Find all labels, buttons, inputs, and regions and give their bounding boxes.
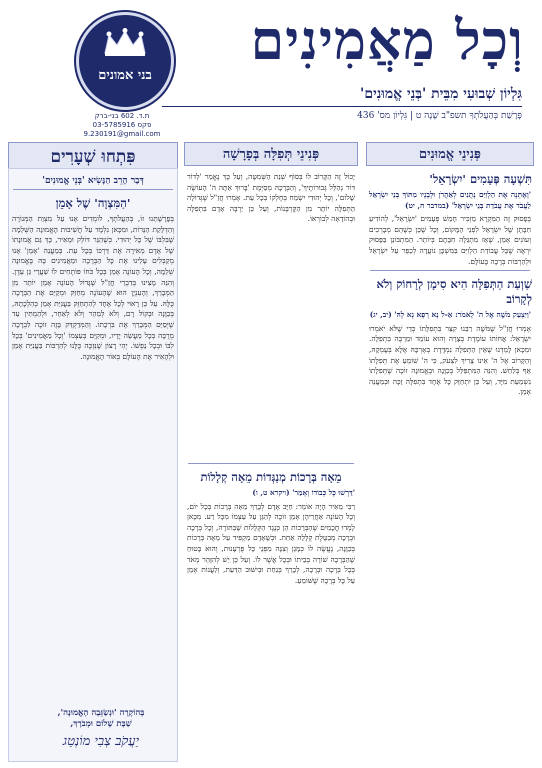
- middle-column-top: [184, 142, 358, 225]
- right-column: [366, 142, 534, 760]
- left-article-body: בְּפָרָשָׁתֵנוּ זוֹ, בְּהַעֲלֹתְךָ, לוֹמְדִים אָנוּ עַל מִצְוַת הַמְּנוֹרָה וְהַדְלָקַת הַנֵּרוֹת, וּמִכָּאן נִלְמָד עַל חֲשִׁיבוּת הָאֱמוּנָה הַשְּׁלֵמָה שֶׁבִּלְבּוֹ שֶׁל כָּל יְהוּדִי. כְּשֶׁהַנֵּר דּוֹלֵק וּמֵאִיר, כָּךְ גַּם אֱמוּנָתוֹ שֶׁל אָדָם מְאִירָה אֶת דַּרְכּוֹ בְּכָל עֵת. בְּמַעֲנֵה 'אָמֵן' אָנוּ מְקַבְּלִים עָלֵינוּ אֶת כָּל הַבְּרָכָה וּמַאֲמִינִים בָּהּ בֶּאֱמוּנָה שְׁלֵמָה, וְכָל הָעוֹנֶה אָמֵן בְּכָל כֹּחוֹ פּוֹתְחִים לוֹ שַׁעֲרֵי גַּן עֵדֶן. וְהִנֵּה מָצִינוּ בְּדִבְרֵי חֲזַ"ל שֶׁגָּדוֹל הָעוֹנֶה אָמֵן יוֹתֵר מִן הַמְּבָרֵךְ, וְהָעִנְיָן הוּא שֶׁהָעוֹנֶה מְחַזֵּק וּמְקַיֵּם אֶת הַבְּרָכָה כֻּלָּהּ. עַל כֵּן רָאוּי לְכָל אֶחָד לְהִתְחַזֵּק בַּעֲנִיַּת אָמֵן כְּהִלְכָתָהּ, בְּכַוָּנָה וּבְקוֹל רָם, וְלֹא לְמַהֵר וְלֹא לְאַחֵר, וּלְהַמְתִּין עַד שֶׁיְּסַיֵּם הַמְּבָרֵךְ אֶת בִּרְכָתוֹ. וְהַמְּדַקְדֵּק בָּזֶה זוֹכֶה לִבְרָכָה מְרֻבָּה בְּכָל מַעֲשֵׂה יָדָיו, וּמְקַיֵּם בְּעַצְמוֹ 'וְכָל מַאֲמִינִים' בְּכָל לִבּוֹ וּבְכָל נַפְשׁוֹ. יְהִי רָצוֹן שֶׁנִּזְכֶּה כֻּלָּנוּ לְהַרְבּוֹת בַּעֲנִיַּת אָמֵן וּלְהָאִיר אֶת הָעוֹלָם בְּאוֹר הָאֱמוּנָה.: [12, 214, 174, 361]
- contact-fax: פקס 03-5785916: [92, 121, 152, 129]
- right-section2-body: אָמְרוּ חֲזַ"ל שֶׁמֹּשֶׁה רַבֵּנוּ קִצֵּר בִּתְפִלָּתוֹ כְּדֵי שֶׁלֹּא יֹאמְרוּ יִשְׂרָאֵל: אֲחוֹתוֹ עוֹמֶדֶת בְּצָרָה וְהוּא עוֹמֵד וּמַרְבֶּה בִּתְפִלָּה. וּמִכָּאן לָמַדְנוּ שֶׁאֵין הַתְּפִלָּה נִמְדֶּדֶת בְּאָרְכָּהּ אֶלָּא בְּעָמְקָהּ, וְהַקָּרוֹב אֶל ה' אֵינוֹ צָרִיךְ לִצְעֹק, כִּי ה' שׁוֹמֵעַ אֶת תְּפִלָּתוֹ אַף בְּלַחַשׁ. וְהִנֵּה הַמִּתְפַּלֵּל בְּכַוָּנָה וּבְאֱמוּנָה זוֹכֶה שֶׁתְּפִלָּתוֹ נִשְׁמַעַת מִיָּד, וְעַל כֵּן יִתְחַזֵּק כָּל אֶחָד בִּתְפִלָּה זַכָּה וּבְמַעֲנֵה אָמֵן.: [369, 323, 531, 397]
- logo-text: בני אמונים: [98, 68, 152, 83]
- middle-quote: 'דַּרְשׁוּ כָּל כְּבוֹדוֹ וְאָמַר' (ויקרא ט, ו): [252, 488, 355, 497]
- divider: [188, 463, 354, 464]
- right-section1-title: תִּשְׁעָה פְּעָמִים 'יִשְׂרָאֵל': [429, 172, 532, 186]
- signature: יַעֲקֹב צְבִי מוֹנְטַג: [62, 734, 140, 749]
- issue-line: פָּרָשַׁת בְּהַעֲלֹתְךָ תשפ"ב שָׁנָה ט | גִּלְיוֹן מס' 436: [162, 106, 522, 126]
- middle-subsection: [184, 460, 358, 586]
- crown-icon: [101, 27, 149, 57]
- logo: [76, 12, 174, 110]
- middle-column: [184, 142, 358, 760]
- contact-info: [66, 112, 178, 139]
- right-section1-lead: 'וָאֶתְּנָה אֶת הַלְוִיִּם נְתֻנִים לְאַהֲרֹן וּלְבָנָיו מִתּוֹךְ בְּנֵי יִשְׂרָאֵל לַעֲבֹד אֶת עֲבֹדַת בְּנֵי יִשְׂרָאֵל' (במדבר ח, יט): [369, 190, 531, 210]
- contact-address: ת.ד. 602 בני-ברק: [94, 112, 150, 120]
- middle-article-body-1: יָכוֹל זֶה הַקָּרוֹב לוֹ בְּסוֹף שְׁנַת הַשְּׁמִטָּה, וְעַל כָּךְ נֶאֱמַר 'לְדוֹר דּוֹר נְהַלֵּל גְּבוּרוֹתֶיךָ', וְהַבְּרָכָה מְסַיְּמֶת 'בָּרוּךְ אַתָּה ה' הָעוֹשֶׂה שָׁלוֹם', וְכָל יְהוּדִי יִשְׂמַח בְּחֶלְקוֹ בְּכָל עֵת. אָמְרוּ חֲזַ"ל שֶׁגְּדוֹלָה הַתְּפִלָּה יוֹתֵר מִן הַקָּרְבָּנוֹת, וְעַל כֵּן יַרְבֶּה אָדָם בִּתְפִלָּה וּבְהוֹדָאָה לְבוֹרְאוֹ.: [187, 172, 355, 224]
- middle-section-title: מֵאָה בְּרָכוֹת מְנַגְּדוֹת מֵאָה קְלָלוֹת: [200, 470, 342, 484]
- divider: [13, 189, 173, 190]
- left-byline: דְּבַר הָרֵב הַנָּשִׂיא 'בְּנֵי אֱמוּנִים': [42, 176, 144, 186]
- closing-line-1: בְּהוֹקָרָה 'וּנְשַׂגֵּבָה הָאֱמוּנָה',: [57, 708, 145, 718]
- newsletter-subtitle: גִּלְיוֹן שְׁבוּעִי מִבֵּית 'בְּנֵי אֱמוּנִים': [360, 86, 522, 102]
- divider: [370, 270, 530, 271]
- closing-block: [19, 707, 183, 749]
- right-section2-lead: 'וַיִּצְעַק מֹשֶׁה אֶל ה' לֵאמֹר: אֵ-ל נָא רְפָא נָא לָהּ' (יב, יג): [369, 310, 531, 320]
- closing-line-2: שַׁבָּת שָׁלוֹם וּמְבֹרָךְ,: [70, 719, 132, 729]
- right-column-header: פְּנִינֵי אֱמוּנִים: [366, 142, 534, 166]
- masthead: [8, 6, 534, 138]
- right-section2-title: שַׁוְעַת הַתְּפִלָּה הִיא סִימָן לְרָחוֹק וְלֹא לְקָרוֹב: [376, 277, 532, 307]
- right-section1-body: בְּפָסוּק זֶה הַמִּקְרָא מַזְכִּיר חָמֵשׁ פְּעָמִים 'יִשְׂרָאֵל', לְהוֹדִיעַ חִבָּתָן שֶׁל יִשְׂרָאֵל לִפְנֵי הַמָּקוֹם, וְכָל שֶׁכֵּן כְּשֶׁהֵם מְבָרְכִים וְעוֹנִים אָמֵן, שֶׁאָז מִתְגַּלָּה חִבָּתָם בְּיוֹתֵר. הַמִּתְבּוֹנֵן בַּפָּסוּק יִרְאֶה שֶׁכָּל עֲבוֹדַת הַלְוִיִּם בַּמִּשְׁכָּן נוֹעֲדָה לְכַפֵּר עַל יִשְׂרָאֵל וּלְהַרְבּוֹת בְּרָכָה בָּעוֹלָם.: [369, 214, 531, 266]
- middle-article-body-2: רַבִּי מֵאִיר הָיָה אוֹמֵר: חַיָּב אָדָם לְבָרֵךְ מֵאָה בְּרָכוֹת בְּכָל יוֹם, וְכָל הָעוֹנֶה אַחֲרֵיהֶן אָמֵן זוֹכֶה לְהַגֵּן עַל עַצְמוֹ מִכָּל רַע. מִכָּאן לָמְדוּ חֲכָמִים שֶׁהַבְּרָכוֹת הֵן כְּנֶגֶד הַקְּלָלוֹת שֶׁבַּתּוֹרָה, וְכָל בְּרָכָה וּבְרָכָה מְבַטֶּלֶת קְלָלָה אַחַת. וּכְשֶׁאָדָם מַקְפִּיד עַל מֵאָה בְּרָכוֹת בְּכַוָּנָה, נֶעֱשֶׂה לוֹ כְּמָגֵן וְצִנָּה מִפְּנֵי כָּל פֻּרְעָנוּת, וְהוּא בָּטוּחַ שֶׁהַבְּרָכָה שׁוֹרָה בְּבֵיתוֹ וּבְכָל אֲשֶׁר לוֹ. וְעַל כֵּן יֵשׁ לְהִזָּהֵר מְאֹד בְּכָל בְּרָכָה וּבְרָכָה, לְבָרֵךְ בְּנַחַת וּבְיִשּׁוּב הַדַּעַת, וְלַעֲנוֹת אָמֵן עַל כָּל בְּרָכָה שֶׁשּׁוֹמֵעַ.: [187, 501, 355, 585]
- contact-email: 9.230191@gmail.com: [83, 130, 161, 138]
- middle-column-header: פְּנִינֵי תְּפִלָּה בְּפָרָשָׁה: [184, 142, 358, 166]
- left-column-header: פִּתְחוּ שְׁעָרִים: [8, 142, 178, 172]
- left-column: [8, 168, 178, 762]
- left-section-title: 'הַמִּצְוָה' שֶׁל אָמֵן: [55, 196, 131, 210]
- newsletter-title: וְכָל מַאֲמִינִים: [250, 8, 524, 72]
